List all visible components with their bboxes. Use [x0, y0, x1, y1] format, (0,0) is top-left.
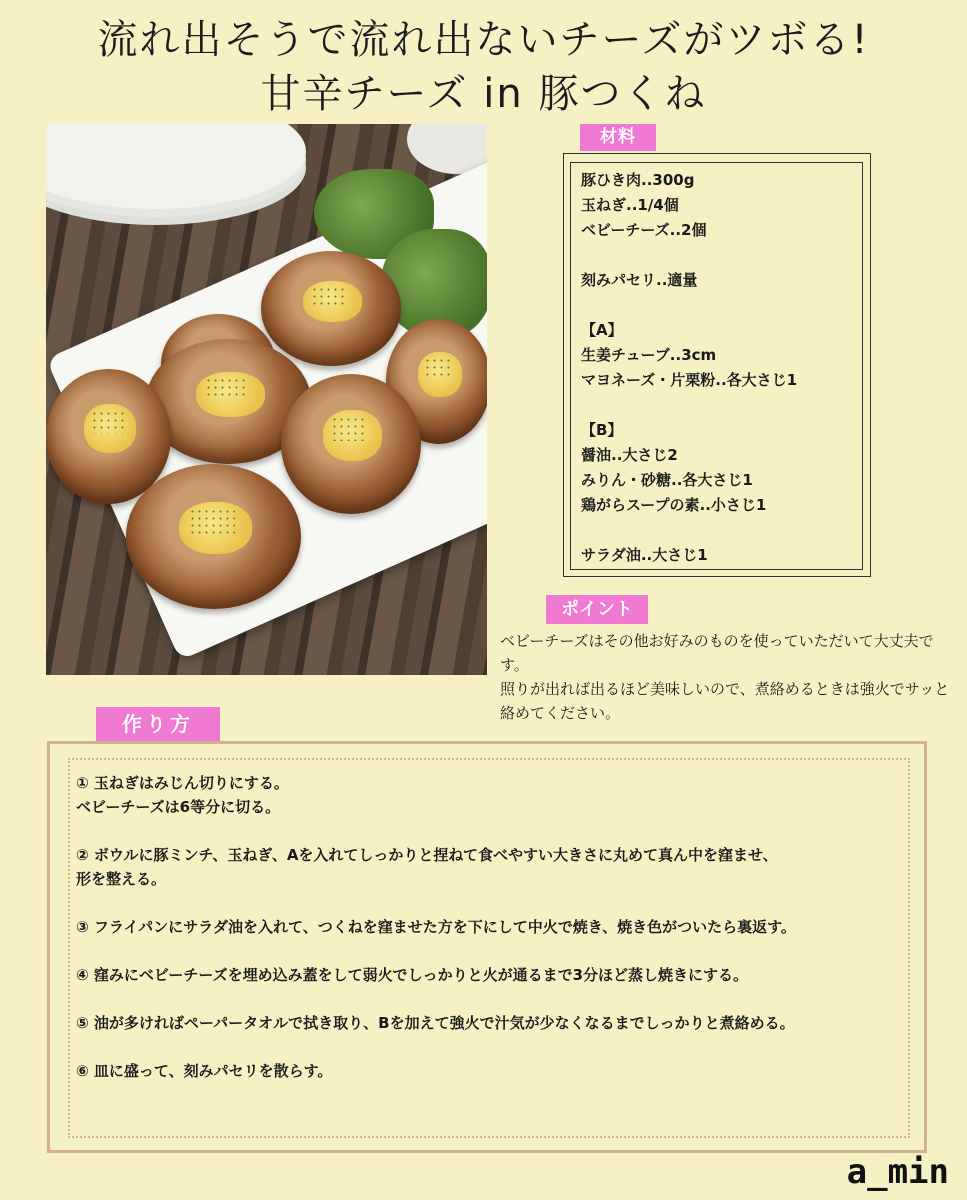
ingredient-item: 鶏がらスープの素..小さじ1	[581, 496, 767, 514]
step-item	[76, 915, 906, 939]
ingredient-item: 生姜チューブ..3cm	[581, 346, 717, 364]
ingredient-item: ベビーチーズ..2個	[581, 221, 707, 239]
title-line-1: 流れ出そうで流れ出ないチーズがツボる!	[97, 17, 870, 63]
ingredients-list	[581, 168, 861, 568]
steps-tag: 作り方	[96, 707, 220, 741]
ingredient-group-label: 【A】	[581, 321, 623, 339]
ingredient-item: 玉ねぎ..1/4個	[581, 196, 679, 214]
step-line: ⑤ 油が多ければペーパータオルで拭き取り、Bを加えて強火で汁気が少なくなるまでしっかりと煮絡める。	[76, 1014, 795, 1032]
step-item	[76, 1011, 906, 1035]
ingredient-item: 醤油..大さじ2	[581, 446, 678, 464]
title-line-2: 甘辛チーズ in 豚つくね	[260, 71, 707, 117]
point-line: 照りが出れば出るほど美味しいので、煮絡めるときは強火でサッと絡めてください。	[500, 680, 950, 722]
step-line: ② ボウルに豚ミンチ、玉ねぎ、Aを入れてしっかりと捏ねて食べやすい大きさに丸めて真ん中を窪ませ、	[76, 846, 778, 864]
point-line: ベビーチーズはその他お好みのものを使っていただいて大丈夫です。	[500, 632, 934, 674]
step-item	[76, 843, 906, 891]
author-signature: a_min	[846, 1152, 949, 1192]
tsukune	[126, 464, 301, 609]
point-tag: ポイント	[546, 595, 648, 624]
step-line: ① 玉ねぎはみじん切りにする。	[76, 774, 289, 792]
step-line: 形を整える。	[76, 870, 167, 888]
step-line: ③ フライパンにサラダ油を入れて、つくねを窪ませた方を下にして中火で焼き、焼き色がついたら裏返す。	[76, 918, 796, 936]
side-plate	[46, 124, 306, 209]
step-line: ④ 窪みにベビーチーズを埋め込み蓋をして弱火でしっかりと火が通るまで3分ほど蒸し焼きにする。	[76, 966, 749, 984]
step-item	[76, 963, 906, 987]
steps-list	[76, 771, 906, 1107]
ingredients-tag: 材料	[580, 124, 656, 151]
ingredient-item: マヨネーズ・片栗粉..各大さじ1	[581, 371, 798, 389]
step-line: ⑥ 皿に盛って、刻みパセリを散らす。	[76, 1062, 333, 1080]
ingredient-item: サラダ油..大さじ1	[581, 546, 708, 564]
bowl	[407, 124, 487, 174]
tsukune	[281, 374, 421, 514]
point-text	[500, 629, 955, 725]
ingredient-item: 豚ひき肉..300g	[581, 171, 695, 189]
ingredient-group-label: 【B】	[581, 421, 623, 439]
ingredient-item: みりん・砂糖..各大さじ1	[581, 471, 753, 489]
ingredient-item: 刻みパセリ..適量	[581, 271, 698, 289]
step-item	[76, 771, 906, 819]
step-line: ベビーチーズは6等分に切る。	[76, 798, 281, 816]
tsukune	[261, 251, 401, 366]
step-item	[76, 1059, 906, 1083]
dish-photo	[46, 124, 487, 675]
